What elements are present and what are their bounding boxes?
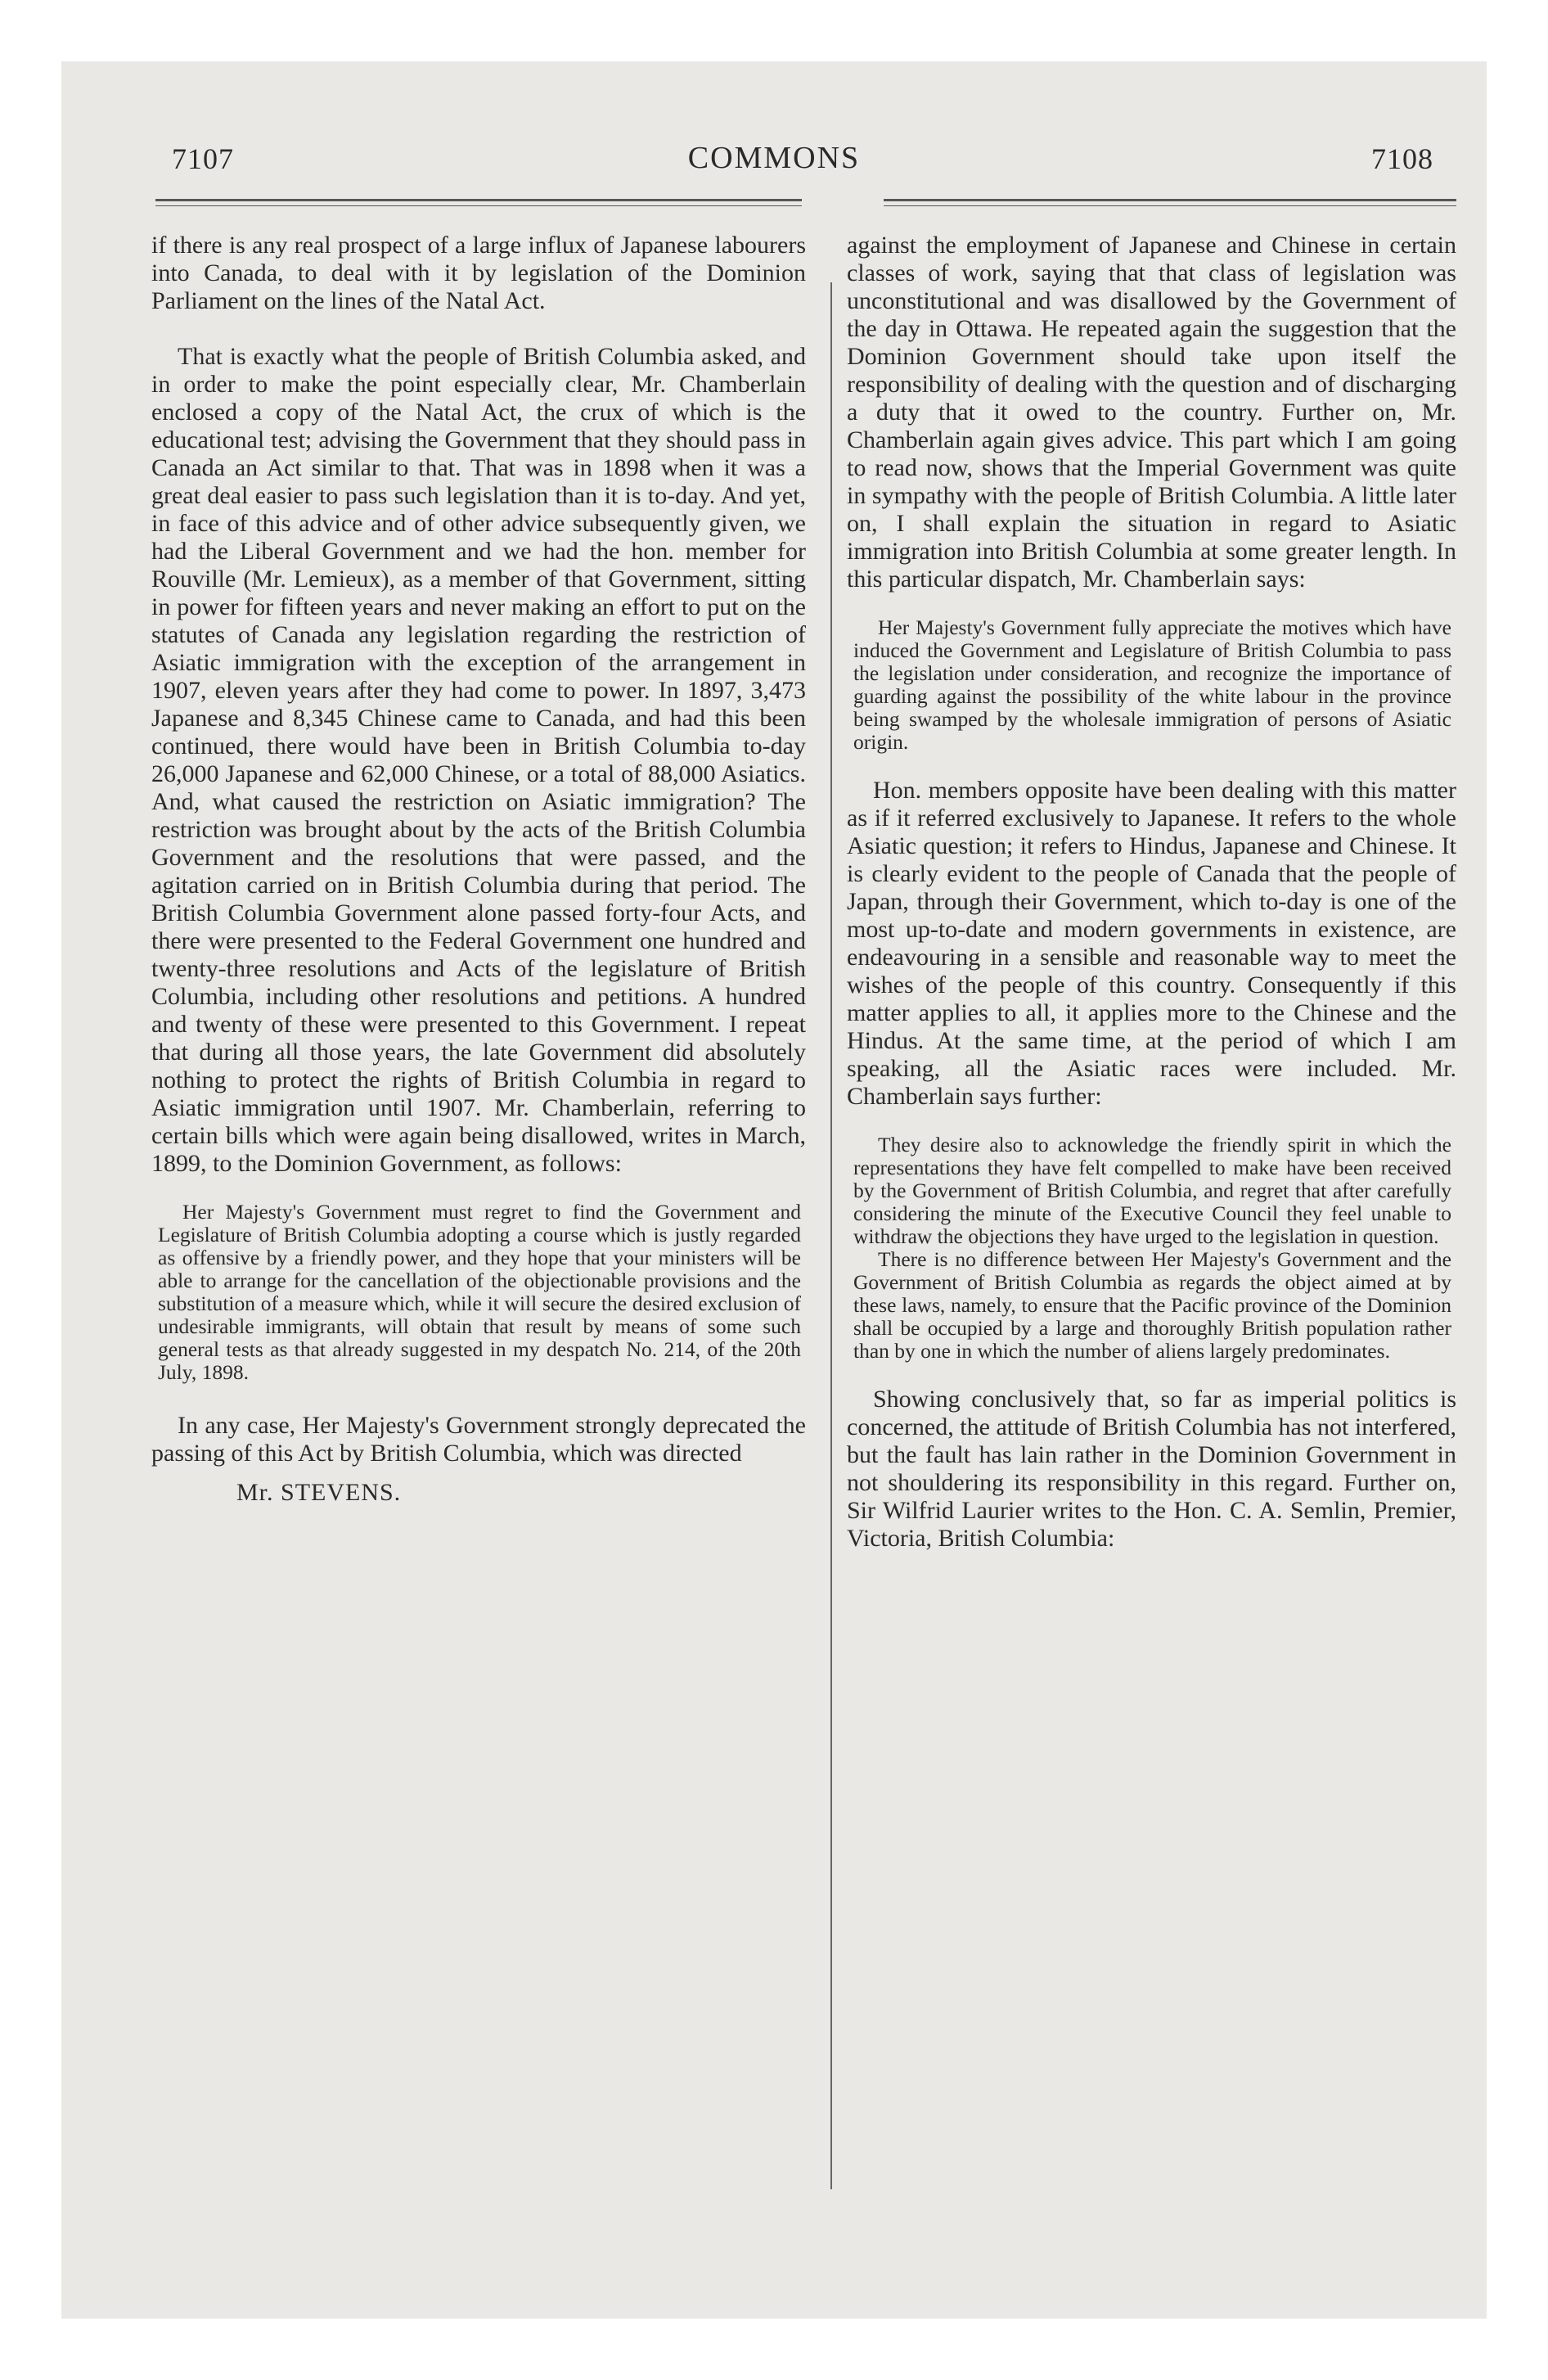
hansard-page [61,61,1487,2319]
right-paragraph-3: Showing conclusively that, so far as imperial politics is concerned, the attitude of British Columbia has not interfered, but the fault has lain rather in the Dominion Government in not shouldering its responsibility in this regard. Further on, Sir Wilfrid Laurier writes to the Hon. C. A. Semlin, Premier, Victoria, British Columbia: [847,1386,1456,1552]
page-header [61,61,1487,184]
left-paragraph-1: if there is any real prospect of a large influx of Japanese labourers into Canada, to deal with it by legislation of the Dominion Parliament on the lines of the Natal Act. [151,232,806,314]
page-number-left: 7107 [172,142,234,175]
header-rule-right-thick [884,199,1456,201]
left-paragraph-2: That is exactly what the people of British Columbia asked, and in order to make the point especially clear, Mr. Chamberlain enclosed a copy of the Natal Act, the crux of which is the educational test; advising the Government that they should pass in Canada an Act similar to that. That was in 1898 when it was a great deal easier to pass such legislation than it is to-day. And yet, in face of this advice and of other advice subsequently given, we had the Liberal Government and we had the hon. member for Rouville (Mr. Lemieux), as a member of that Government, sitting in power for fifteen years and never making an effort to put on the statutes of Canada any legislation regarding the restriction of Asiatic immigration with the exception of the arrangement in 1907, eleven years after they had come to power. In 1897, 3,473 Japanese and 8,345 Chinese came to Canada, and had this been continued, there would have been in British Columbia to-day 26,000 Japanese and 62,000 Chinese, or a total of 88,000 Asiatics. And, what caused the restriction on Asiatic immigration? The restriction was brought about by the acts of the British Columbia Government and the resolutions that were passed, and the agitation carried on in British Columbia during that period. The British Columbia Government alone passed forty-four Acts, and there were presented to the Federal Government one hundred and twenty-three resolutions and Acts of the legislature of British Columbia, including other resolutions and petitions. A hundred and twenty of these were presented to this Government. I repeat that during all those years, the late Government did absolutely nothing to protect the rights of British Columbia in regard to Asiatic immigration until 1907. Mr. Chamberlain, referring to certain bills which were again being disallowed, writes in March, 1899, to the Dominion Government, as follows: [151,343,806,1177]
right-quote-2b: There is no difference between Her Majesty's Government and the Government of British Columbia as regards the object aimed at by these laws, namely, to ensure that the Pacific province of the Dominion shall be occupied by a large and thoroughly British population rather than by one in which the number of aliens largely predominates. [853,1247,1451,1363]
header-rule-left-thin [155,205,802,206]
right-quote-1: Her Majesty's Government fully appreciate the motives which have induced the Government and Legislature of British Columbia to pass the legislation under consideration, and recognize the importance of guarding against the possibility of the white labour in the province being swamped by the wholesale immigration of persons of Asiatic origin. [853,615,1451,754]
page-number-right: 7108 [1371,142,1433,175]
speaker-name: Mr. STEVENS. [236,1479,402,1506]
right-quote-2a: They desire also to acknowledge the friendly spirit in which the representations they have felt compelled to make have been received by the Government of British Columbia, and regret that after carefully considering the minute of the Executive Council they feel unable to withdraw the objections they have urged to the legislation in question. [853,1133,1451,1248]
left-quote-1: Her Majesty's Government must regret to find the Government and Legislature of British Columbia adopting a course which is justly regarded as offensive by a friendly power, and they hope that your ministers will be able to arrange for the cancellation of the objectionable provisions and the substitution of a measure which, while it will secure the desired exclusion of undesirable immigrants, will obtain that result by means of some such general tests as that already suggested in my despatch No. 214, of the 20th July, 1898. [158,1200,801,1384]
left-column [151,232,806,1507]
column-divider [830,282,832,2189]
header-rule-left-thick [155,199,802,201]
running-head: COMMONS [687,141,861,175]
header-rule-right-thin [884,205,1456,206]
left-paragraph-3: In any case, Her Majesty's Government strongly deprecated the passing of this Act by British Columbia, which was directed [151,1412,806,1467]
right-quote-block-2 [847,1134,1456,1363]
right-paragraph-1: against the employment of Japanese and Chinese in certain classes of work, saying that that class of legislation was unconstitutional and was disallowed by the Government of the day in Ottawa. He repeated again the suggestion that the Dominion Government should take upon itself the responsibility of dealing with the question and of discharging a duty that it owed to the country. Further on, Mr. Chamberlain again gives advice. This part which I am going to read now, shows that the Imperial Government was quite in sympathy with the people of British Columbia. A little later on, I shall explain the situation in regard to Asiatic immigration into British Columbia at some greater length. In this particular dispatch, Mr. Chamberlain says: [847,232,1456,593]
right-paragraph-2: Hon. members opposite have been dealing with this matter as if it referred exclusively to Japanese. It refers to the whole Asiatic question; it refers to Hindus, Japanese and Chinese. It is clearly evident to the people of Canada that the people of Japan, through their Government, which to-day is one of the most up-to-date and modern governments in existence, are endeavouring in a sensible and reasonable way to meet the wishes of the people of this country. Consequently if this matter applies to all, it applies more to the Chinese and the Hindus. At the same time, at the period of which I am speaking, all the Asiatic races were included. Mr. Chamberlain says further: [847,777,1456,1110]
left-quote-block [151,1201,806,1384]
right-column [847,232,1456,1553]
right-quote-block-1 [847,616,1456,754]
